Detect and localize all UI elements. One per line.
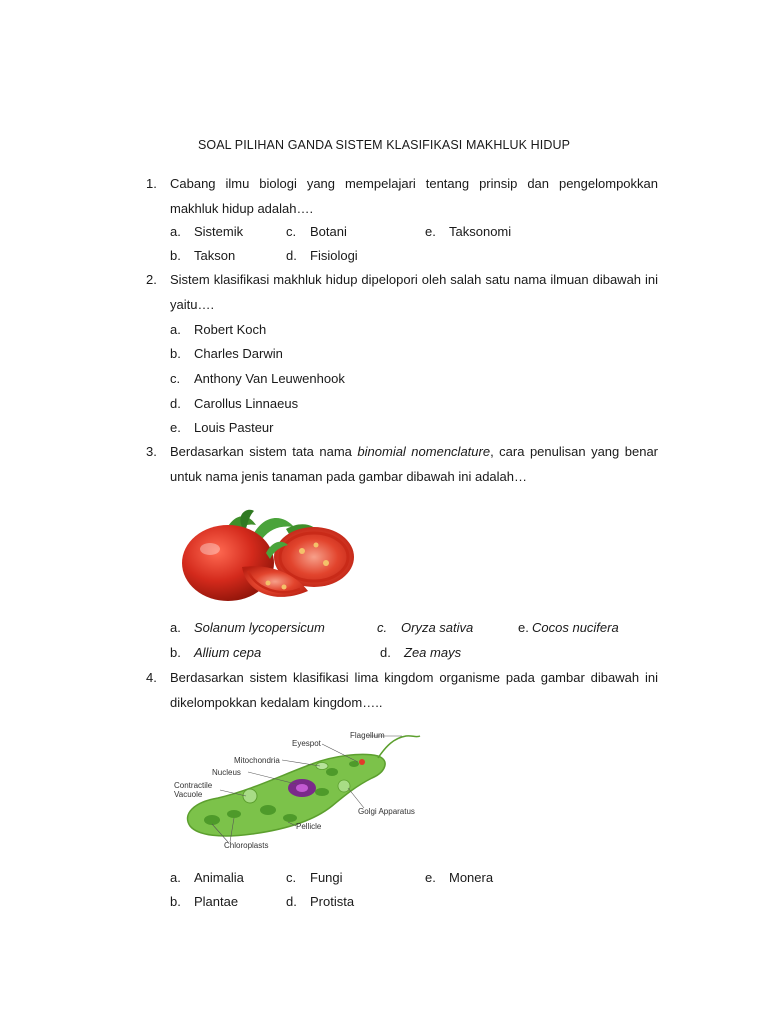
label-nucleus: Nucleus [212, 768, 241, 777]
question-text: Sistem klasifikasi makhluk hidup dipelopori oleh salah satu nama ilmuan dibawah ini yaitu…. [170, 272, 658, 312]
option-3a[interactable]: a. Solanum lycopersicum [170, 620, 325, 635]
option-1b[interactable]: b. Takson [170, 248, 236, 263]
option-3d[interactable]: d. Zea mays [380, 645, 462, 660]
question-text: Cabang ilmu biologi yang mempelajari tentang prinsip dan pengelompokkan makhluk hidup adalah…. [170, 176, 658, 216]
option-4d[interactable]: d. Protista [286, 894, 355, 909]
label-contractile: Contractile [174, 781, 213, 790]
label-vacuole: Vacuole [174, 790, 203, 799]
option-1a[interactable]: a. Sistemik [170, 224, 244, 239]
label-pellicle: Pellicle [296, 822, 322, 831]
option-4c[interactable]: c. Fungi [286, 870, 343, 885]
question-2 [146, 267, 658, 317]
question-4 [146, 665, 658, 715]
question-number: 4. [146, 670, 157, 685]
option-4a[interactable]: a. Animalia [170, 870, 244, 885]
option-2b[interactable]: b. Charles Darwin [170, 346, 283, 361]
option-4e[interactable]: e. Monera [425, 870, 494, 885]
label-chloroplasts: Chloroplasts [224, 841, 269, 850]
option-1e[interactable]: e. Taksonomi [425, 224, 512, 239]
question-3 [146, 439, 658, 489]
option-2c[interactable]: c. Anthony Van Leuwenhook [170, 371, 345, 386]
label-golgi: Golgi Apparatus [358, 807, 415, 816]
label-eyespot: Eyespot [292, 739, 321, 748]
page-title: SOAL PILIHAN GANDA SISTEM KLASIFIKASI MAKHLUK HIDUP [197, 138, 571, 152]
question-text: Berdasarkan sistem tata nama binomial nomenclature, cara penulisan yang benar untuk nama jenis tanaman pada gambar dibawah ini adalah… [170, 444, 659, 484]
euglena-diagram [172, 726, 436, 852]
label-flagellum: Flagellum [350, 731, 385, 740]
question-number: 3. [146, 444, 157, 459]
option-1c[interactable]: c. Botani [286, 224, 347, 239]
question-number: 2. [146, 272, 157, 287]
question-1 [146, 171, 658, 221]
option-2a[interactable]: a. Robert Koch [170, 322, 267, 337]
option-3c[interactable]: c. Oryza sativa [377, 620, 474, 635]
option-4b[interactable]: b. Plantae [170, 894, 239, 909]
option-3e[interactable]: e. Cocos nucifera [518, 620, 619, 635]
option-1d[interactable]: d. Fisiologi [286, 248, 358, 263]
option-2d[interactable]: d. Carollus Linnaeus [170, 396, 299, 411]
question-text: Berdasarkan sistem klasifikasi lima kingdom organisme pada gambar dibawah ini dikelompokkan kedalam kingdom….. [170, 670, 658, 710]
option-2e[interactable]: e. Louis Pasteur [170, 420, 274, 435]
question-number: 1. [146, 176, 157, 191]
tomato-image [176, 505, 368, 605]
label-mitochondria: Mitochondria [234, 756, 280, 765]
option-3b[interactable]: b. Allium cepa [170, 645, 262, 660]
